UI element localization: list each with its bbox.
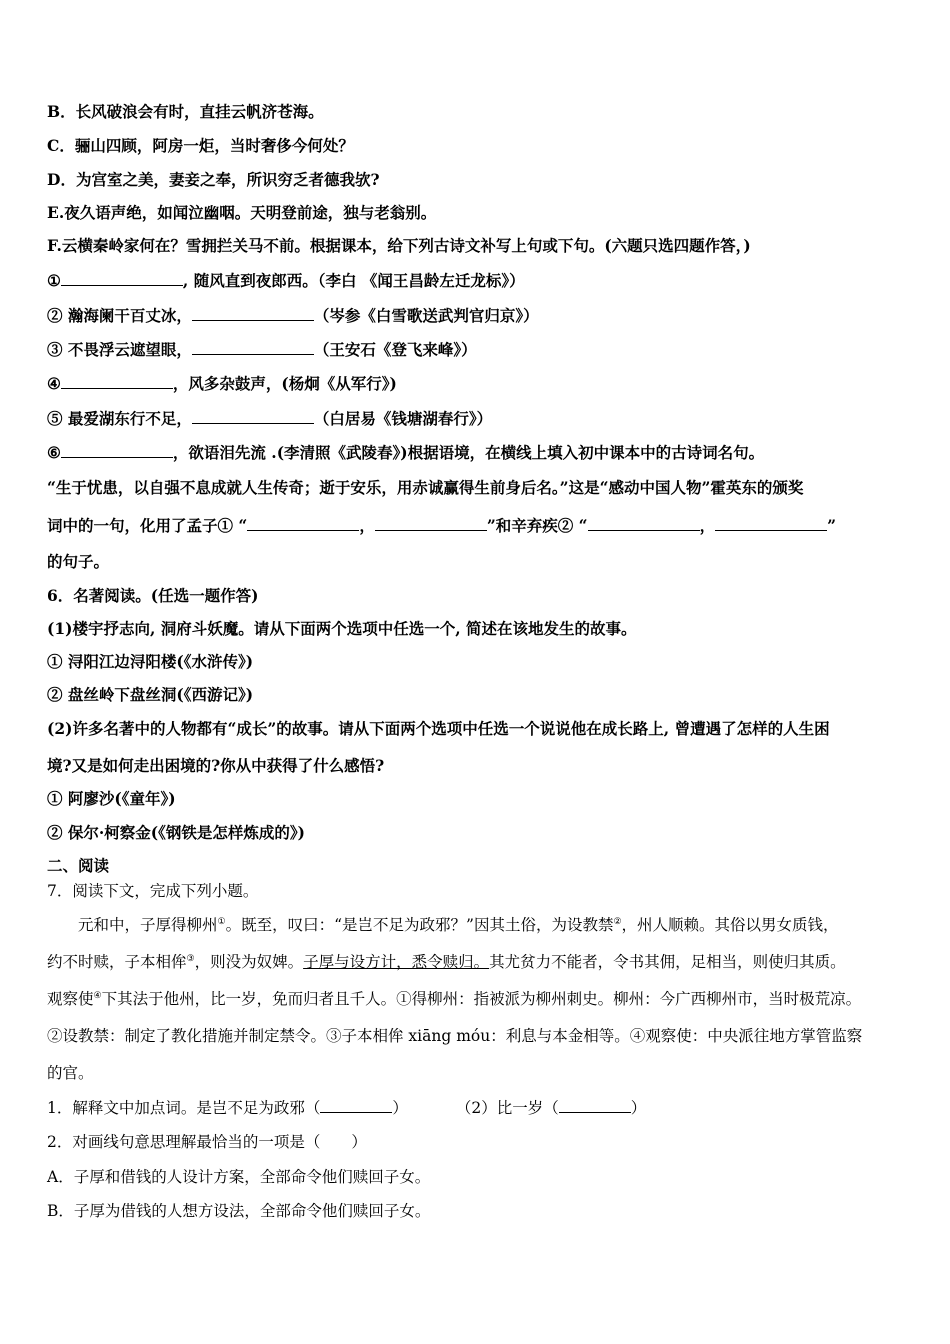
option-d: D．为宫室之美，妻妾之奉，所识穷乏者德我欤? xyxy=(47,170,380,189)
answer-blank[interactable] xyxy=(588,515,700,531)
choice-b: B．子厚为借钱的人想方设法，全部命令他们赎回子女。 xyxy=(47,1202,431,1220)
poem-1-text: , 随风直到夜郎西。（李白 《闻王昌龄左迁龙标》） xyxy=(182,271,525,290)
note-marker: ② xyxy=(613,917,622,927)
note-marker: ① xyxy=(217,917,226,927)
poem-line-2 xyxy=(47,305,539,326)
answer-blank[interactable] xyxy=(61,373,173,389)
section-title: 二、阅读 xyxy=(47,856,110,875)
answer-blank[interactable] xyxy=(247,515,359,531)
question-6-option-1: ① 浔阳江边浔阳楼(《水浒传》) xyxy=(47,652,254,671)
question-6-sub-2-line-1: (2)许多名著中的人物都有“成长”的故事。请从下面两个选项中任选一个说说他在成长路上, 曾遭遇了怎样的人生困 xyxy=(47,719,830,738)
question-6-title: 6．名著阅读。(任选一题作答) xyxy=(47,586,259,605)
passage-line-3: 观察使④下其法于他州，比一岁，免而归者且千人。①得柳州：指被派为柳州刺史。柳州：今广西柳州市，当时极荒凉。 xyxy=(47,990,862,1008)
sub-question-2: 2．对画线句意思理解最恰当的一项是（ ） xyxy=(47,1133,367,1151)
poem-6-text: ，欲语泪先流 .(李清照《武陵春》)根据语境，在横线上填入初中课本中的古诗词名句。 xyxy=(172,443,765,462)
underlined-sentence: 子厚与设方计，悉令赎归。 xyxy=(303,953,490,971)
huo-text-e: ” xyxy=(827,516,837,535)
passage-line-4: ②设教禁：制定了教化措施并制定禁令。③子本相侔 xiāng móu：利息与本金相等。④观察使：中央派往地方掌管监察 xyxy=(47,1027,863,1045)
poem-line-3 xyxy=(47,339,477,360)
poem-line-4 xyxy=(47,373,397,394)
huo-text-a: 词中的一句，化用了孟子① “ xyxy=(47,516,248,535)
question-6-option-3: ① 阿廖沙(《童年》) xyxy=(47,789,176,808)
question-7-title: 7．阅读下文，完成下列小题。 xyxy=(47,882,259,900)
poem-4-mark: ④ xyxy=(47,374,61,393)
huo-comma-1: ， xyxy=(359,516,375,535)
answer-blank[interactable] xyxy=(192,339,314,355)
passage-line-2: 约不时赎，子本相侔③，则没为奴婢。子厚与设方计，悉令赎归。其尤贫力不能者，令书其佣，足相当，则使归其质。 xyxy=(47,953,846,971)
option-b: B．长风破浪会有时，直挂云帆济苍海。 xyxy=(47,102,324,121)
question-5-intro: F.云横秦岭家何在？雪拥拦关马不前。根据课本，给下列古诗文补写上句或下句。(六题只选四题作答，) xyxy=(47,236,751,255)
option-c: C．骊山四顾，阿房一炬，当时奢侈今何处？ xyxy=(47,136,354,155)
answer-blank[interactable] xyxy=(61,442,173,458)
poem-2-text: ② 瀚海阑干百丈冰， xyxy=(47,306,192,325)
answer-blank[interactable] xyxy=(559,1097,631,1113)
note-marker: ③ xyxy=(186,954,195,964)
huo-comma-2: ， xyxy=(699,516,716,535)
poem-6-mark: ⑥ xyxy=(47,443,61,462)
huo-line-2 xyxy=(47,515,836,536)
huo-line-3: 的句子。 xyxy=(47,552,110,571)
answer-blank[interactable] xyxy=(192,305,314,321)
answer-blank[interactable] xyxy=(192,408,314,424)
choice-a: A．子厚和借钱的人设计方案，全部命令他们赎回子女。 xyxy=(47,1168,431,1186)
question-6-sub-2-line-2: 境?又是如何走出困境的?你从中获得了什么感悟? xyxy=(47,756,385,775)
huo-text-c: ”和辛弃疾② “ xyxy=(486,516,588,535)
poem-3-text: ③ 不畏浮云遮望眼， xyxy=(47,340,192,359)
poem-3-source: （王安石《登飞来峰》） xyxy=(313,340,477,359)
answer-blank[interactable] xyxy=(375,515,487,531)
option-e: E.夜久语声绝，如闻泣幽咽。天明登前途，独与老翁别。 xyxy=(47,203,437,222)
question-6-sub-1: (1)楼宇抒志向, 洞府斗妖魔。请从下面两个选项中任选一个, 简述在该地发生的故事。 xyxy=(47,619,637,638)
poem-line-5 xyxy=(47,408,492,429)
answer-blank[interactable] xyxy=(715,515,827,531)
poem-5-text: ⑤ 最爱湖东行不足， xyxy=(47,409,192,428)
sub-question-1: 1．解释文中加点词。是岂不足为政邪（ ） （2）比一岁（ ） xyxy=(47,1099,647,1117)
poem-2-source: （岑参《白雪歌送武判官归京》） xyxy=(313,306,539,325)
poem-line-1 xyxy=(47,270,525,291)
question-6-option-2: ② 盘丝岭下盘丝洞(《西游记》) xyxy=(47,685,254,704)
poem-1-mark: ① xyxy=(47,271,61,290)
poem-line-6 xyxy=(47,442,764,463)
huo-line-1: “生于忧患，以自强不息成就人生传奇；逝于安乐，用赤诚赢得生前身后名。”这是“感动中国人物”霍英东的颁奖 xyxy=(47,478,804,497)
poem-4-text: ，风多杂鼓声，(杨炯《从军行》) xyxy=(172,374,397,393)
answer-blank[interactable] xyxy=(61,270,183,286)
poem-5-source: （白居易《钱塘湖春行》） xyxy=(313,409,493,428)
passage-line-1: 元和中，子厚得柳州①。既至，叹曰：“是岂不足为政邪？”因其土俗，为设教禁②，州人顺赖。其俗以男女质钱， xyxy=(78,916,839,934)
passage-line-5: 的官。 xyxy=(47,1064,94,1082)
note-marker: ④ xyxy=(93,991,102,1001)
question-6-option-4: ② 保尔·柯察金(《钢铁是怎样炼成的》) xyxy=(47,823,305,842)
answer-blank[interactable] xyxy=(320,1097,392,1113)
